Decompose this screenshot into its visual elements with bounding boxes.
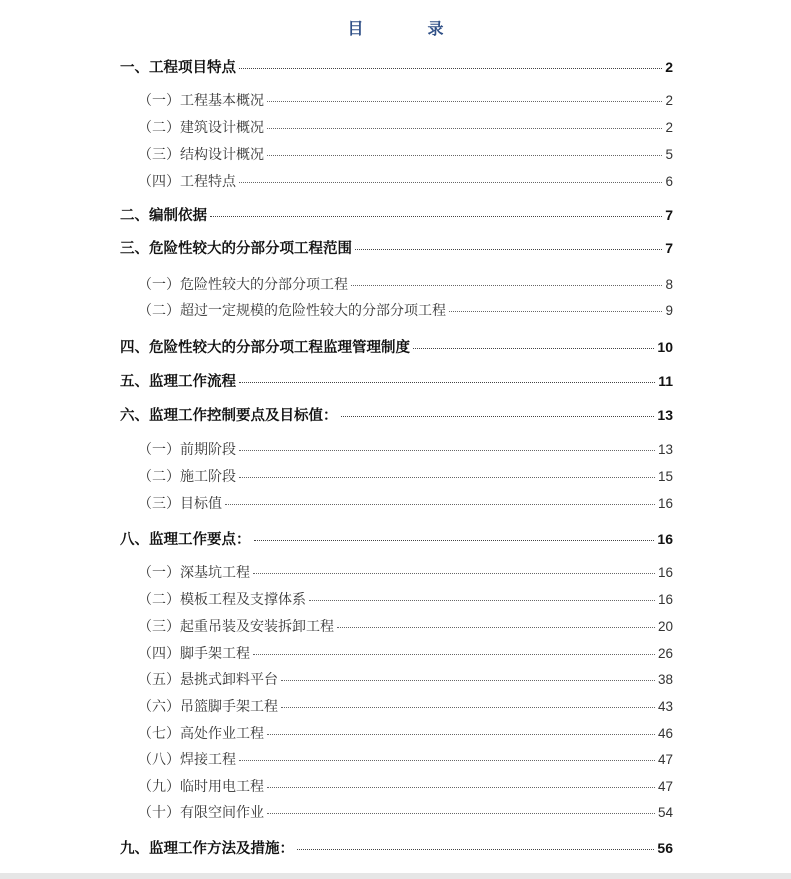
toc-entry-label: 二、编制依据	[120, 208, 207, 224]
toc-section-entry[interactable]	[138, 301, 673, 321]
toc-dot-leader	[239, 450, 655, 451]
toc-entry-label: （三）结构设计概况	[138, 147, 264, 163]
toc-entry-label: （九）临时用电工程	[138, 779, 264, 795]
toc-dot-leader	[297, 849, 654, 850]
toc-dot-leader	[267, 155, 662, 156]
toc-chapter-entry[interactable]	[120, 57, 673, 77]
toc-title: 目 录	[347, 19, 468, 38]
toc-section-entry[interactable]	[138, 750, 673, 770]
toc-entry-label: 一、工程项目特点	[120, 60, 236, 76]
toc-section-entry[interactable]	[138, 118, 673, 138]
toc-page-number: 56	[657, 840, 673, 856]
toc-page-number: 16	[657, 531, 673, 547]
toc-entry-label: （四）工程特点	[138, 174, 236, 190]
toc-section-entry[interactable]	[138, 563, 673, 583]
toc-page-number: 20	[657, 619, 673, 634]
toc-dot-leader	[239, 382, 655, 383]
toc-dot-leader	[449, 311, 662, 312]
toc-chapter-entry[interactable]	[120, 337, 673, 357]
toc-page-number: 16	[657, 565, 673, 580]
toc-dot-leader	[281, 707, 655, 708]
toc-page-number: 15	[657, 469, 673, 484]
toc-page-number: 46	[657, 726, 673, 741]
toc-page-number: 47	[657, 752, 673, 767]
toc-page-number: 11	[658, 373, 673, 389]
toc-entry-label: （二）施工阶段	[138, 469, 236, 485]
toc-dot-leader	[267, 813, 655, 814]
toc-dot-leader	[267, 128, 662, 129]
toc-dot-leader	[309, 600, 655, 601]
toc-section-entry[interactable]	[138, 172, 673, 192]
toc-section-entry[interactable]	[138, 617, 673, 637]
toc-entry-label: 九、监理工作方法及措施：	[120, 841, 294, 857]
toc-section-entry[interactable]	[138, 590, 673, 610]
toc-entry-label: （一）深基坑工程	[138, 565, 250, 581]
toc-page-number: 43	[657, 699, 673, 714]
toc-entry-label: （一）危险性较大的分部分项工程	[138, 277, 348, 293]
toc-page-number: 7	[665, 207, 673, 223]
toc-entry-label: 四、危险性较大的分部分项工程监理管理制度	[120, 340, 410, 356]
toc-section-entry[interactable]	[138, 275, 673, 295]
toc-chapter-entry[interactable]	[120, 205, 673, 225]
toc-entry-label: （十）有限空间作业	[138, 805, 264, 821]
page-bottom-edge	[0, 873, 791, 879]
toc-dot-leader	[253, 654, 655, 655]
toc-entry-label: （一）前期阶段	[138, 442, 236, 458]
toc-page-number: 47	[657, 779, 673, 794]
toc-section-entry[interactable]	[138, 467, 673, 487]
toc-section-entry[interactable]	[138, 145, 673, 165]
toc-dot-leader	[225, 504, 655, 505]
toc-entry-label: （二）模板工程及支撑体系	[138, 592, 306, 608]
toc-page-number: 2	[665, 93, 673, 108]
toc-page-number: 16	[657, 496, 673, 511]
toc-dot-leader	[267, 787, 655, 788]
toc-dot-leader	[351, 285, 662, 286]
toc-page-number: 2	[665, 59, 673, 75]
toc-section-entry[interactable]	[138, 803, 673, 823]
toc-entry-label: 三、危险性较大的分部分项工程范围	[120, 241, 352, 257]
toc-dot-leader	[281, 680, 655, 681]
toc-page-number: 13	[657, 442, 673, 457]
toc-entry-label: （三）目标值	[138, 496, 222, 512]
toc-dot-leader	[253, 573, 655, 574]
toc-page-number: 7	[665, 240, 673, 256]
toc-section-entry[interactable]	[138, 644, 673, 664]
toc-dot-leader	[355, 249, 662, 250]
toc-chapter-entry[interactable]	[120, 529, 673, 549]
toc-dot-leader	[210, 216, 662, 217]
toc-page-number: 26	[657, 646, 673, 661]
toc-entry-label: （三）起重吊装及安装拆卸工程	[138, 619, 334, 635]
toc-page-number: 9	[665, 303, 673, 318]
toc-entry-label: （二）超过一定规模的危险性较大的分部分项工程	[138, 303, 446, 319]
toc-chapter-entry[interactable]	[120, 405, 673, 425]
toc-entry-label: 六、监理工作控制要点及目标值：	[120, 408, 338, 424]
toc-chapter-entry[interactable]	[120, 838, 673, 858]
toc-chapter-entry[interactable]	[120, 371, 673, 391]
toc-section-entry[interactable]	[138, 440, 673, 460]
toc-chapter-entry[interactable]	[120, 238, 673, 258]
toc-page-number: 16	[657, 592, 673, 607]
toc-section-entry[interactable]	[138, 670, 673, 690]
toc-page-number: 8	[665, 277, 673, 292]
toc-entry-label: （七）高处作业工程	[138, 726, 264, 742]
toc-entry-label: 五、监理工作流程	[120, 374, 236, 390]
toc-section-entry[interactable]	[138, 91, 673, 111]
toc-section-entry[interactable]	[138, 697, 673, 717]
toc-dot-leader	[239, 760, 655, 761]
toc-dot-leader	[267, 101, 662, 102]
toc-page-number: 13	[657, 407, 673, 423]
toc-entry-label: （一）工程基本概况	[138, 93, 264, 109]
toc-page-number: 2	[665, 120, 673, 135]
toc-page-number: 38	[657, 672, 673, 687]
toc-page-number: 5	[665, 147, 673, 162]
toc-dot-leader	[254, 540, 655, 541]
toc-dot-leader	[413, 348, 654, 349]
toc-section-entry[interactable]	[138, 724, 673, 744]
toc-dot-leader	[267, 734, 655, 735]
toc-section-entry[interactable]	[138, 494, 673, 514]
toc-entry-label: （六）吊篮脚手架工程	[138, 699, 278, 715]
toc-entry-label: 八、监理工作要点：	[120, 532, 251, 548]
toc-entry-label: （八）焊接工程	[138, 752, 236, 768]
toc-entry-label: （四）脚手架工程	[138, 646, 250, 662]
toc-dot-leader	[341, 416, 655, 417]
toc-dot-leader	[239, 477, 655, 478]
toc-dot-leader	[239, 68, 662, 69]
toc-page-number: 54	[657, 805, 673, 820]
toc-dot-leader	[337, 627, 655, 628]
toc-section-entry[interactable]	[138, 777, 673, 797]
toc-entry-label: （五）悬挑式卸料平台	[138, 672, 278, 688]
toc-dot-leader	[239, 182, 662, 183]
toc-page-number: 6	[665, 174, 673, 189]
toc-entry-label: （二）建筑设计概况	[138, 120, 264, 136]
toc-page-number: 10	[657, 339, 673, 355]
